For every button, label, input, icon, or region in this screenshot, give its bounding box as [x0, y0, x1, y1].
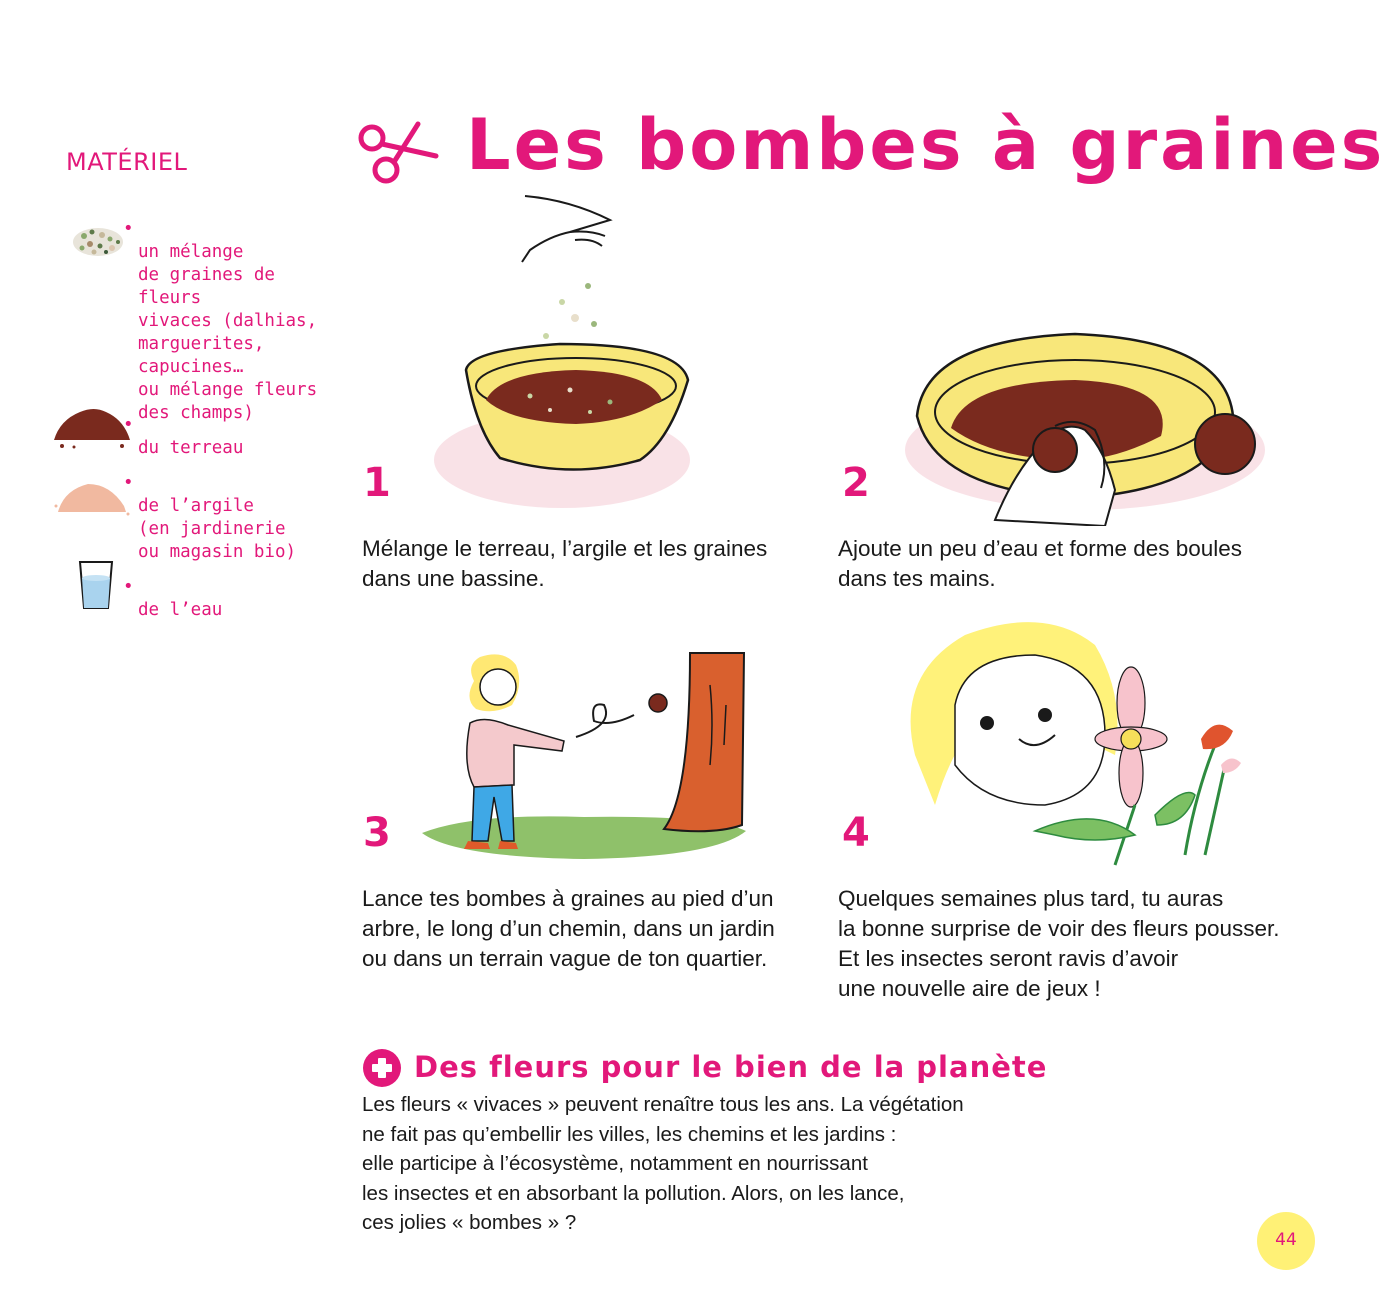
bullet: •: [123, 577, 134, 597]
step-number-3: 3: [363, 810, 391, 856]
illustration-girl-with-flowers: [895, 615, 1285, 875]
step-number-1: 1: [363, 460, 391, 506]
illustration-mixing-bowl: [430, 190, 700, 520]
materiel-item-text: [123, 576, 348, 622]
plus-circle-icon: [362, 1048, 402, 1088]
info-heading: Des fleurs pour le bien de la planète: [414, 1050, 1048, 1084]
clay-icon: [50, 476, 134, 526]
materiel-heading: MATÉRIEL: [66, 148, 188, 176]
step-number-2: 2: [842, 460, 870, 506]
step-number-4: 4: [842, 810, 870, 856]
bullet: •: [123, 219, 134, 239]
bullet: •: [123, 473, 134, 493]
materiel-soil-label: du terreau: [138, 438, 244, 458]
water-glass-icon: [50, 556, 134, 616]
step-text-1: Mélange le terreau, l’argile et les graines dans une bassine.: [362, 536, 768, 591]
materiel-seeds-label: un mélange de graines de fleurs vivaces (dalhias, marguerites, capucines… ou mélange fleurs des champs): [138, 242, 318, 423]
bullet: •: [123, 415, 134, 435]
materiel-item-text: [123, 218, 348, 425]
materiel-item-text: [123, 472, 348, 564]
scissors-icon: [356, 120, 440, 186]
materiel-clay-label: de l’argile (en jardinerie ou magasin bio): [138, 496, 297, 562]
info-text: Les fleurs « vivaces » peuvent renaître tous les ans. La végétation ne fait pas qu’embellir les villes, les chemins et les jardins : elle participe à l’écosystème, notamment en nourrissant les insectes et en absorbant la pollution. Alors, on les lance, ces jolies « bombes » ?: [362, 1093, 964, 1234]
step-text-2: Ajoute un peu d’eau et forme des boules dans tes mains.: [838, 536, 1243, 591]
page-number: 44: [1275, 1230, 1297, 1250]
page-title: Les bombes à graines: [466, 104, 1386, 186]
illustration-throwing-seed-bomb: [414, 645, 754, 865]
materiel-water-label: de l’eau: [138, 600, 223, 620]
step-text-4: Quelques semaines plus tard, tu auras la bonne surprise de voir des fleurs pousser. Et les insectes seront ravis d’avoir une nouvelle aire de jeux !: [838, 886, 1280, 1001]
step-text-3: Lance tes bombes à graines au pied d’un arbre, le long d’un chemin, dans un jardin ou dans un terrain vague de ton quartier.: [362, 886, 775, 971]
seeds-icon: [50, 220, 130, 270]
illustration-forming-balls: [895, 320, 1265, 526]
soil-icon: [50, 402, 134, 452]
materiel-item-text: [123, 414, 348, 460]
